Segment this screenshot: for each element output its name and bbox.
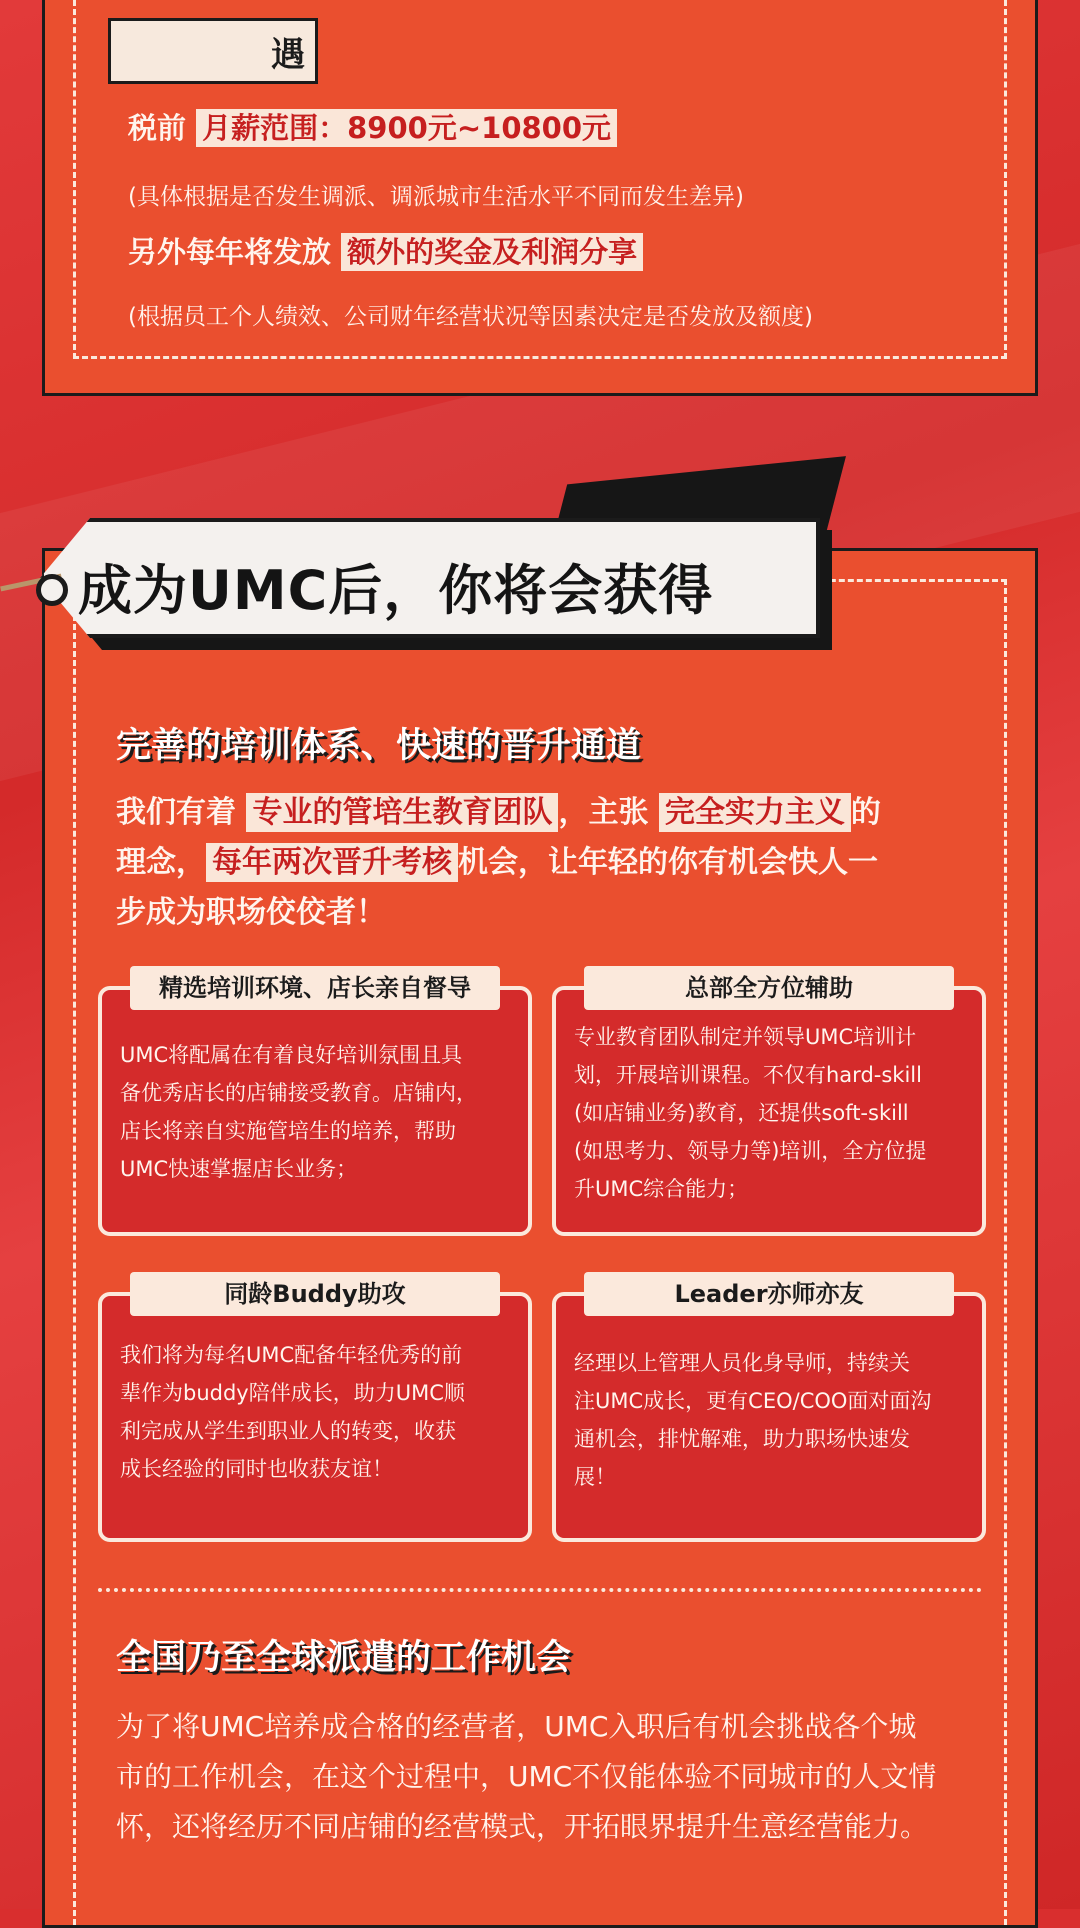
box-label-leader: Leader亦师亦友 (584, 1272, 954, 1316)
dispatch-line: 怀，还将经历不同店铺的经营模式，开拓眼界提升生意经营能力。 (116, 1810, 929, 1843)
text-segment: 理念， (116, 845, 206, 880)
training-line-1 (116, 788, 996, 838)
box-hq-support (552, 986, 986, 1236)
box-line: 辈作为buddy陪伴成长，助力UMC顺 (120, 1381, 465, 1405)
highlight-meritocracy: 完全实力主义 (659, 793, 851, 832)
bonus-note: (根据员工个人绩效、公司财年经营状况等因素决定是否发放及额度) (128, 304, 813, 330)
tag-hole-icon (36, 574, 68, 606)
highlight-team: 专业的管培生教育团队 (246, 793, 558, 832)
box-line: 专业教育团队制定并领导UMC培训计 (574, 1025, 917, 1049)
salary-highlight: 月薪范围：8900元~10800元 (196, 109, 617, 147)
bonus-highlight: 额外的奖金及利润分享 (341, 233, 643, 271)
salary-line (128, 106, 617, 147)
section-divider (98, 1588, 982, 1592)
dispatch-title: 全国乃至全球派遣的工作机会 (116, 1638, 572, 1678)
salary-note: (具体根据是否发生调派、调派城市生活水平不同而发生差异) (128, 184, 744, 210)
text-segment: 机会，让年轻的你有机会快人一 (458, 845, 878, 880)
box-buddy (98, 1292, 532, 1542)
box-line: 我们将为每名UMC配备年轻优秀的前 (120, 1343, 463, 1367)
box-line: 经理以上管理人员化身导师，持续关 (574, 1351, 910, 1375)
box-leader (552, 1292, 986, 1542)
salary-prefix: 税前 (128, 111, 187, 145)
text-segment: ，主张 (558, 795, 649, 830)
training-paragraph (116, 788, 996, 938)
dispatch-paragraph (116, 1702, 996, 1852)
box-text (120, 1336, 514, 1488)
text-segment: 的 (850, 795, 881, 830)
section-title: 成为UMC后，你将会获得 (78, 559, 714, 622)
box-line: UMC快速掌握店长业务； (120, 1157, 358, 1181)
box-text (120, 1036, 514, 1188)
box-line: 划，开展培训课程。不仅有hard-skill (574, 1063, 922, 1087)
box-line: UMC将配属在有着良好培训氛围且具 (120, 1043, 463, 1067)
box-label-buddy: 同龄Buddy助攻 (130, 1272, 500, 1316)
text-segment: 我们有着 (116, 795, 236, 830)
bonus-prefix: 另外每年将发放 (128, 235, 332, 269)
box-line: 成长经验的同时也收获友谊！ (120, 1457, 393, 1481)
box-text (574, 1344, 968, 1496)
box-line: 店长将亲自实施管培生的培养，帮助 (120, 1119, 456, 1143)
box-line: 利完成从学生到职业人的转变，收获 (120, 1419, 456, 1443)
box-label-hq-support: 总部全方位辅助 (584, 966, 954, 1010)
box-line: (如思考力、领导力等)培训，全方位提 (574, 1139, 927, 1163)
box-line: 备优秀店长的店铺接受教育。店铺内， (120, 1081, 477, 1105)
box-line: 升UMC综合能力； (574, 1177, 749, 1201)
training-line-3: 步成为职场佼佼者！ (116, 895, 386, 930)
training-line-2 (116, 838, 996, 888)
box-line: 通机会，排忧解难，助力职场快速发 (574, 1427, 910, 1451)
box-training-environment (98, 986, 532, 1236)
bonus-line (128, 230, 643, 271)
title-glyph: 遇 (271, 35, 305, 75)
dispatch-line: 市的工作机会，在这个过程中，UMC不仅能体验不同城市的人文情 (116, 1760, 937, 1793)
highlight-promotion: 每年两次晋升考核 (206, 843, 458, 882)
box-line: 展！ (574, 1465, 616, 1489)
salary-card-title-tag (108, 18, 318, 84)
box-line: (如店铺业务)教育，还提供soft-skill (574, 1101, 909, 1125)
training-title: 完善的培训体系、快速的晋升通道 (116, 726, 642, 766)
box-line: 注UMC成长，更有CEO/COO面对面沟 (574, 1389, 932, 1413)
dispatch-line: 为了将UMC培养成合格的经营者，UMC入职后有机会挑战各个城 (116, 1710, 917, 1743)
box-text (574, 1018, 968, 1208)
box-label-training-environment: 精选培训环境、店长亲自督导 (130, 966, 500, 1010)
